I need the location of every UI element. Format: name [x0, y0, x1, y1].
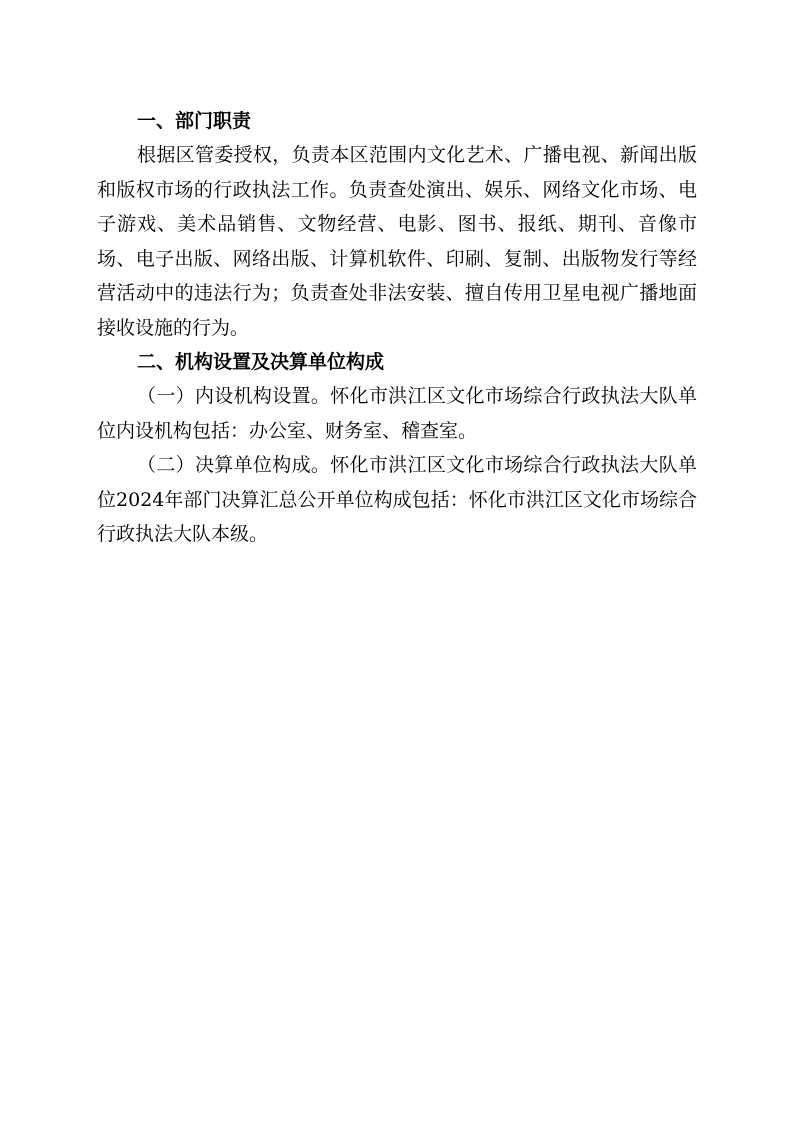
section-heading-organization: 二、机构设置及决算单位构成	[137, 351, 385, 373]
document-body	[97, 104, 697, 552]
reporting-unit-paragraph: （二）决算单位构成。怀化市洪江区文化市场综合行政执法大队单位2024年部门决算汇总公开单位构成包括：怀化市洪江区文化市场综合行政执法大队本级。	[97, 454, 697, 545]
internal-structure-paragraph: （一）内设机构设置。怀化市洪江区文化市场综合行政执法大队单位内设机构包括：办公室、财务室、稽查室。	[97, 385, 697, 442]
duties-paragraph: 根据区管委授权，负责本区范围内文化艺术、广播电视、新闻出版和版权市场的行政执法工作。负责查处演出、娱乐、网络文化市场、电子游戏、美术品销售、文物经营、电影、图书、报纸、期刊、音像市场、电子出版、网络出版、计算机软件、印刷、复制、出版物发行等经营活动中的违法行为；负责查处非法安装、擅自传用卫星电视广播地面接收设施的行为。	[97, 144, 697, 339]
section-heading-duties: 一、部门职责	[137, 110, 252, 132]
